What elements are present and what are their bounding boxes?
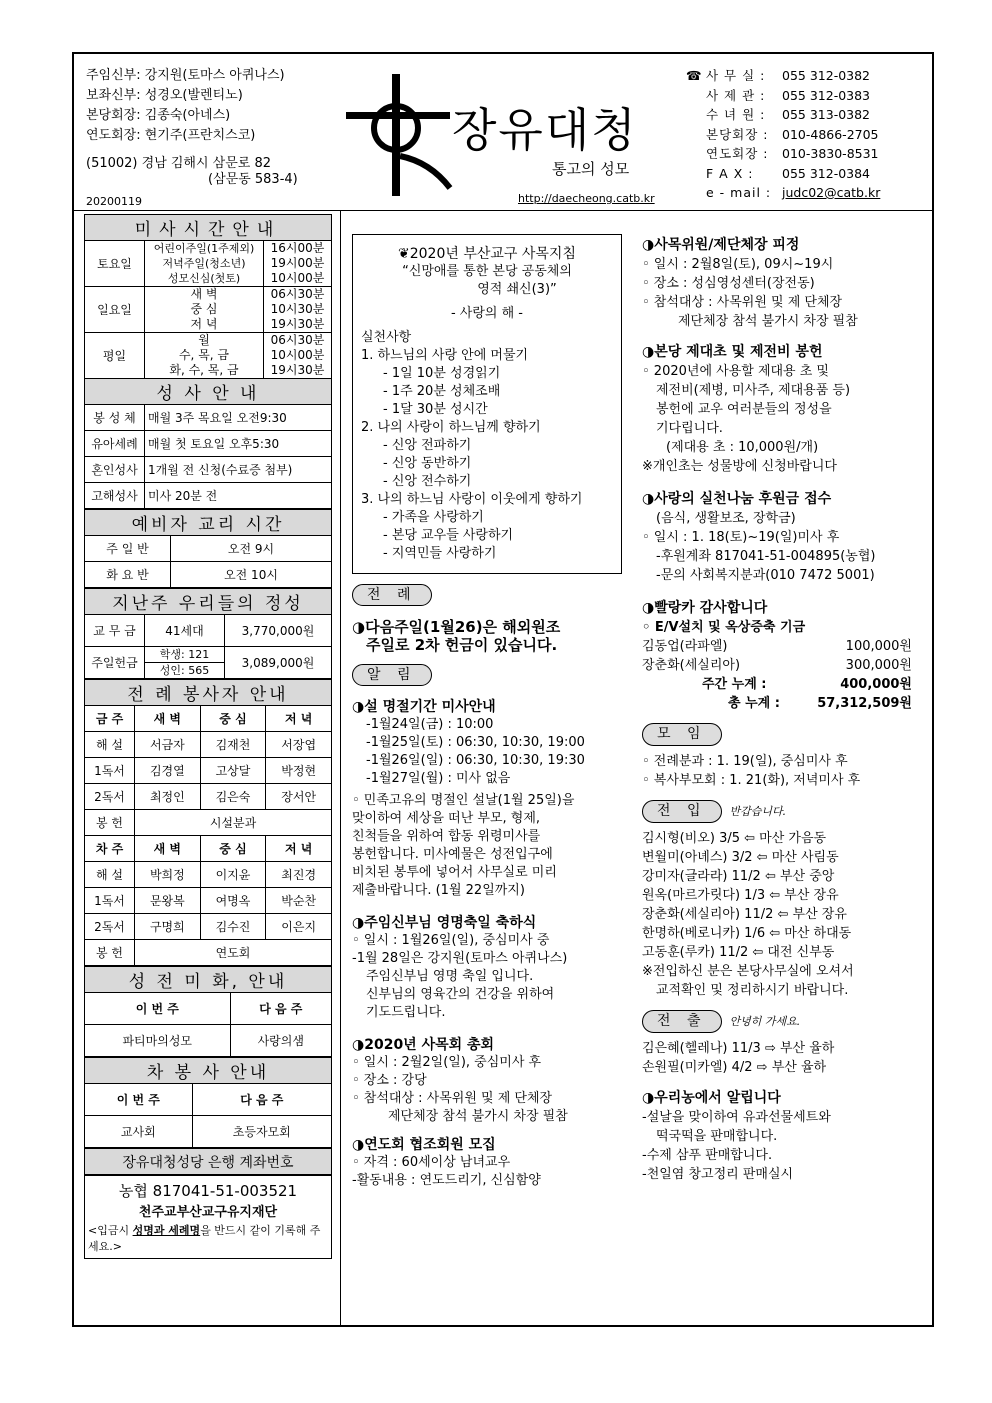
text-line: 100,000원	[845, 639, 912, 654]
text-line: 월	[198, 333, 210, 347]
text-line: 미사 20분 전	[145, 483, 332, 509]
text-line: 김은혜(헬레나) 11/3 ⇨ 부산 율하	[642, 1041, 835, 1056]
catechism-title: 예비자 교리 시간	[85, 510, 332, 536]
tea-title: 차 봉 사 안내	[85, 1058, 332, 1084]
text-line: 장춘화(세실리아)	[642, 658, 741, 673]
text-line: 고해성사	[85, 483, 145, 509]
text-line: -1월27일(월) : 미사 없음	[366, 771, 511, 786]
text-line: ◦ 참석대상 : 사목위원 및 제 단체장	[642, 295, 843, 310]
text-line: 주 일 반	[85, 536, 171, 562]
text-line: 봉헌합니다. 미사예물은 성전입구에	[352, 847, 553, 862]
phone-icon: ☎	[686, 68, 702, 83]
text-line: 1. 하느님의 사랑 안에 머물기	[361, 348, 529, 363]
text-line: 김경열	[135, 758, 201, 784]
text-line: 장춘화(세실리아) 11/2 ⇦ 부산 장유	[642, 907, 847, 922]
text-line: (음식, 생활보조, 장학금)	[656, 511, 796, 526]
text-line: 성인: 565	[159, 664, 210, 677]
text-line: 구명희	[135, 914, 201, 940]
text-line: ◦ 2020년에 사용할 제대용 초 및	[642, 364, 829, 379]
text-line: - 1주 20분 성체조배	[383, 384, 501, 399]
text-line: 교 무 금	[85, 615, 145, 647]
farm-heading: ◑우리농에서 알립니다	[642, 1090, 781, 1106]
text-line: 400,000원	[840, 677, 912, 692]
move-in-pill: 전 입	[642, 800, 722, 823]
text-line: -후원계좌 817041-51-004895(농협)	[656, 549, 876, 564]
text-line: 다 음 주	[230, 993, 331, 1025]
text-line: 연도회	[135, 940, 332, 966]
email-link[interactable]: judc02@catb.kr	[782, 185, 881, 200]
text-line: 중 심	[200, 836, 266, 862]
text-line: 010-4866-2705	[782, 126, 879, 142]
text-line: 금 주	[85, 706, 135, 732]
text-line: -1월24일(금) : 10:00	[366, 717, 494, 732]
text-line: 장서안	[266, 784, 332, 810]
servers-table	[84, 679, 332, 966]
text-line: 300,000원	[845, 658, 912, 673]
liturgy-notice: ◑다음주일(1월26)은 해외원조	[352, 618, 561, 636]
text-line: 오전 9시	[171, 536, 332, 562]
text-line: (51002) 경남 김해시 삼문로 82	[86, 156, 272, 171]
text-line: 해 설	[85, 862, 135, 888]
text-line: -활동내용 : 연도드리기, 신심함양	[352, 1173, 541, 1188]
mass-schedule-table	[84, 214, 332, 509]
text-line: 3. 나의 하느님 사랑이 이웃에게 향하기	[361, 492, 583, 507]
bank-account-number: 농협 817041-51-003521	[118, 1182, 298, 1200]
text-line: 1독서	[85, 888, 135, 914]
text-line: 해 설	[85, 732, 135, 758]
text-line: F A X :	[706, 165, 754, 181]
parish-president-name: 본당회장: 김종숙(아네스)	[86, 108, 231, 123]
retreat-heading: ◑사목위원/제단체장 피정	[642, 237, 800, 253]
text-line: 새 벽	[190, 287, 218, 301]
text-line: 06시30분	[270, 287, 325, 301]
bank-title-table	[84, 1148, 332, 1175]
text-line: 서장엽	[266, 732, 332, 758]
text-line: ◦ 전례분과 : 1. 19(일), 중심미사 후	[642, 754, 848, 769]
cross-logo-icon	[340, 70, 460, 200]
text-line: 저 녁	[266, 836, 332, 862]
text-line: 한명하(베로니카) 1/6 ⇦ 마산 하대동	[642, 926, 852, 941]
servers-title: 전 례 봉사자 안내	[85, 680, 332, 706]
text-line: 새 벽	[135, 836, 201, 862]
text-line: ※전입하신 분은 본당사무실에 오셔서	[642, 964, 854, 979]
text-line: 성명과 세례명	[132, 1224, 201, 1237]
text-line: 교적확인 및 정리하시기 바랍니다.	[656, 983, 849, 998]
staff-info	[86, 66, 298, 208]
text-line: -문의 사회복지분과(010 7472 5001)	[656, 568, 875, 583]
left-column	[84, 214, 334, 1259]
flower-table	[84, 966, 332, 1057]
text-line: 주간 누계 :	[702, 677, 767, 692]
text-line: ◦ 장소 : 성심영성센터(장전동)	[642, 276, 815, 291]
text-line: 봉 헌	[85, 940, 135, 966]
text-line: 초등자모회	[192, 1116, 331, 1148]
text-line: 실천사항	[361, 330, 412, 345]
text-line: -1월25일(토) : 06:30, 10:30, 19:00	[366, 735, 585, 750]
move-out-pill: 전 출	[642, 1010, 722, 1033]
text-line: 055 312-0384	[782, 165, 871, 181]
text-line: 055 312-0383	[782, 87, 871, 103]
text-line: 41세대	[145, 615, 225, 647]
text-line: 여명옥	[200, 888, 266, 914]
text-line: 봉 헌	[85, 810, 135, 836]
text-line: 055 312-0382	[782, 68, 871, 83]
text-line: ※개인초는 성물방에 신청바랍니다	[642, 459, 837, 474]
meeting-pill: 모 임	[642, 723, 722, 746]
text-line: 수 녀 원 :	[706, 107, 766, 122]
text-line: 저 녁	[190, 317, 218, 331]
text-line: -1월 28일은 강지원(토마스 아퀴나스)	[352, 951, 568, 966]
text-line: 봉 성 체	[85, 405, 145, 431]
bulletin-page	[72, 52, 934, 1327]
text-line: (삼문동 583-4)	[208, 172, 298, 187]
text-line: 총 누계 :	[728, 696, 780, 711]
text-line: 화 요 반	[85, 562, 171, 588]
text-line: 차 주	[85, 836, 135, 862]
text-line: ◦ 장소 : 강당	[352, 1073, 427, 1088]
text-line: 최진경	[266, 862, 332, 888]
text-line: -1월26일(일) : 06:30, 10:30, 19:30	[366, 753, 585, 768]
text-line: 본당회장 :	[706, 126, 769, 142]
text-line: 제단체장 참석 불가시 차장 필참	[388, 1109, 568, 1124]
text-line: 맞이하여 세상을 떠난 부모, 형제,	[352, 811, 541, 826]
text-line: 중 심	[200, 706, 266, 732]
text-line: ◦ 참석대상 : 사목위원 및 제 단체장	[352, 1091, 553, 1106]
notice-pill: 알 림	[352, 664, 432, 686]
text-line: 3,770,000원	[225, 615, 332, 647]
text-line: 을 반드시 같이 기록해 주세요.>	[88, 1224, 321, 1253]
text-line: 19시30분	[270, 317, 325, 331]
text-line: 3,089,000원	[225, 647, 332, 679]
pastor-name: 주임신부: 강지원(토마스 아퀴나스)	[86, 68, 285, 83]
thanks-heading: ◑빨랑카 감사합니다	[642, 600, 768, 616]
love-donation-heading: ◑사랑의 실천나눔 후원금 접수	[642, 491, 832, 507]
text-line: 김재천	[200, 732, 266, 758]
text-line: 박희정	[135, 862, 201, 888]
text-line: 1독서	[85, 758, 135, 784]
yeondo-president-name: 연도회장: 현기주(프란치스코)	[86, 128, 256, 143]
text-line: 학생: 121	[145, 647, 224, 663]
sacrament-title: 성 사 안 내	[85, 379, 332, 405]
website-link[interactable]: http://daecheong.catb.kr	[518, 192, 655, 205]
text-line: -설날을 맞이하여 유과선물세트와	[642, 1110, 831, 1125]
text-line: 중 심	[190, 302, 218, 316]
text-line: 김은숙	[200, 784, 266, 810]
text-line: - 1달 30분 성시간	[383, 402, 488, 417]
bank-title: 장유대청성당 은행 계좌번호	[85, 1149, 332, 1175]
text-line: - 본당 교우들 사랑하기	[383, 528, 514, 543]
text-line: 원옥(마르가릿다) 1/3 ⇦ 부산 장유	[642, 888, 839, 903]
text-line: 친척들을 위하여 합동 위령미사를	[352, 829, 541, 844]
text-line: 57,312,509원	[817, 696, 912, 711]
text-line: 반갑습니다.	[729, 805, 787, 818]
text-line: 혼인성사	[85, 457, 145, 483]
yeondo-heading: ◑연도회 협조회원 모집	[352, 1137, 496, 1153]
offering-title: 지난주 우리들의 정성	[85, 589, 332, 615]
text-line: 새 벽	[135, 706, 201, 732]
text-line: 기다립니다.	[656, 421, 723, 436]
text-line: 19시30분	[270, 363, 325, 377]
issue-date: 20200119	[86, 195, 142, 208]
text-line: 2독서	[85, 784, 135, 810]
text-line: e - mail :	[706, 185, 772, 200]
text-line: ◦ 민족고유의 명절인 설날(1월 25일)을	[352, 793, 575, 808]
parish-title: 장유대청	[452, 103, 638, 157]
text-line: 변월미(아녜스) 3/2 ⇦ 마산 사림동	[642, 850, 839, 865]
text-line: 사 무 실 :	[706, 68, 766, 83]
text-line: 이 번 주	[85, 993, 231, 1025]
text-line: <입금시	[88, 1224, 133, 1237]
text-line: 2. 나의 사랑이 하느님께 향하기	[361, 420, 541, 435]
candle-heading: ◑본당 제대초 및 제전비 봉헌	[642, 344, 823, 360]
text-line: 파티마의성모	[85, 1025, 231, 1057]
text-line: -천일염 창고정리 판매실시	[642, 1167, 794, 1182]
text-line: 06시30분	[270, 333, 325, 347]
liturgy-pill: 전 례	[352, 584, 432, 606]
text-line: 성모신심(첫토)	[167, 272, 241, 285]
text-line: - 1일 10분 성경읽기	[383, 366, 501, 381]
text-line: 사 제 관 :	[706, 87, 766, 103]
pastoral-guidelines-box	[352, 234, 622, 574]
text-line: 주임신부님 영명 축일 입니다.	[366, 969, 534, 984]
text-line: 16시00분	[270, 241, 325, 255]
text-line: 최정인	[135, 784, 201, 810]
parish-subtitle: 통고의 성모	[552, 160, 630, 178]
text-line: 기도드립니다.	[366, 1005, 446, 1020]
column-divider	[340, 211, 341, 1327]
text-line: 토요일	[85, 241, 145, 287]
text-line: 천주교부산교구유지재단	[138, 1205, 278, 1220]
address	[86, 156, 298, 188]
text-line: ◦ 일시 : 1. 18(토)~19(일)미사 후	[642, 530, 840, 545]
text-line: 유아세례	[85, 431, 145, 457]
bulletin-header	[74, 54, 932, 211]
right-column	[642, 230, 932, 1184]
text-line: ◦ 자격 : 60세이상 남녀교우	[352, 1155, 511, 1170]
text-line: 매월 3주 목요일 오전9:30	[145, 405, 332, 431]
text-line: 박정현	[266, 758, 332, 784]
text-line: 서금자	[135, 732, 201, 758]
text-line: 오전 10시	[171, 562, 332, 588]
text-line: 10시30분	[270, 302, 325, 316]
text-line: 안녕히 가세요.	[729, 1015, 801, 1028]
text-line: 화, 수, 목, 금	[169, 363, 239, 377]
feast-heading: ◑주임신부님 영명축일 축하식	[352, 915, 537, 931]
text-line: 010-3830-8531	[782, 146, 879, 161]
text-line: - 지역민들 사랑하기	[383, 546, 497, 561]
text-line: 신부님의 영육간의 건강을 위하여	[366, 987, 555, 1002]
text-line: 평일	[85, 333, 145, 379]
text-line: - 신앙 전파하기	[383, 438, 472, 453]
text-line: 고동훈(루카) 11/2 ⇦ 대전 신부동	[642, 945, 835, 960]
text-line: 제단체장 참석 불가시 차장 필참	[678, 314, 858, 329]
seol-mass-heading: ◑설 명절기간 미사안내	[352, 699, 496, 715]
catechism-table	[84, 509, 332, 588]
text-line: 김수진	[200, 914, 266, 940]
text-line: 이 번 주	[85, 1084, 193, 1116]
text-line: 저녁주일(청소년)	[162, 257, 246, 270]
contact-list	[686, 66, 880, 203]
text-line: 연도회장 :	[706, 146, 769, 161]
text-line: 주일로 2차 헌금이 있습니다.	[366, 636, 558, 654]
text-line: 시설분과	[135, 810, 332, 836]
flower-title: 성 전 미 화, 안내	[85, 967, 332, 993]
text-line: - 신앙 전수하기	[383, 474, 472, 489]
text-line: (제대용 초 : 10,000원/개)	[666, 440, 819, 455]
bank-account	[84, 1175, 332, 1259]
text-line: 2독서	[85, 914, 135, 940]
text-line: 10시00분	[270, 271, 325, 285]
text-line: 사랑의샘	[230, 1025, 331, 1057]
text-line: 매월 첫 토요일 오후5:30	[145, 431, 332, 457]
assistant-priest-name: 보좌신부: 성경오(발렌티노)	[86, 88, 243, 103]
text-line: 다 음 주	[192, 1084, 331, 1116]
text-line: 수, 목, 금	[178, 348, 230, 362]
text-line: 손원필(미카엘) 4/2 ⇨ 부산 율하	[642, 1060, 827, 1075]
text-line: 교사회	[85, 1116, 193, 1148]
mass-schedule-title: 미사시간안내	[85, 215, 332, 241]
text-line: 박순찬	[266, 888, 332, 914]
text-line: ◦ 일시 : 1월26일(일), 중심미사 중	[352, 933, 550, 948]
text-line: 1개월 전 신청(수료증 첨부)	[145, 457, 332, 483]
text-line: ◦ 일시 : 2월2일(일), 중심미사 후	[352, 1055, 542, 1070]
text-line: 일요일	[85, 287, 145, 333]
tea-table	[84, 1057, 332, 1148]
text-line: - 가족을 사랑하기	[383, 510, 484, 525]
text-line: 이은지	[266, 914, 332, 940]
text-line: 055 313-0382	[782, 107, 871, 122]
text-line: 떡국떡을 판매합니다.	[656, 1129, 778, 1144]
text-line: 비치된 봉투에 넣어서 사무실로 미리	[352, 865, 557, 880]
text-line: 봉헌에 교우 여러분들의 정성을	[656, 402, 832, 417]
text-line: 제전비(제병, 미사주, 제대용품 등)	[656, 383, 851, 398]
text-line: 저 녁	[266, 706, 332, 732]
text-line: 이지윤	[200, 862, 266, 888]
text-line: 김시형(비오) 3/5 ⇦ 마산 가음동	[642, 831, 827, 846]
text-line: ◦ 일시 : 2월8일(토), 09시~19시	[642, 257, 834, 272]
offering-table	[84, 588, 332, 679]
text-line: - 사랑의 해 -	[450, 306, 523, 321]
text-line: 10시00분	[270, 348, 325, 362]
pastoral-title: 2020년 부산교구 사목지침	[409, 246, 576, 262]
text-line: 강미자(글라라) 11/2 ⇦ 부산 중앙	[642, 869, 835, 884]
text-line: 제출바랍니다. (1월 22일까지)	[352, 883, 525, 898]
text-line: 주일헌금	[85, 647, 145, 679]
text-line: ◦ E/V설치 및 옥상증축 기금	[642, 620, 806, 635]
text-line: - 신앙 동반하기	[383, 456, 472, 471]
text-line: 고상달	[200, 758, 266, 784]
middle-column	[352, 234, 620, 1190]
text-line: ◦ 복사부모회 : 1. 21(화), 저녁미사 후	[642, 773, 861, 788]
text-line: 어린이주일(1주제외)	[153, 242, 255, 255]
text-line: 영적 쇄신(3)”	[477, 282, 557, 297]
text-line: “신망애를 통한 본당 공동체의	[402, 264, 572, 279]
text-line: 문왕복	[135, 888, 201, 914]
assembly-heading: ◑2020년 사목회 총회	[352, 1037, 495, 1053]
text-line: 김동업(라파엘)	[642, 639, 728, 654]
text-line: 19시00분	[270, 256, 325, 270]
dove-icon: ❦	[398, 246, 410, 262]
text-line: -수제 삼푸 판매합니다.	[642, 1148, 773, 1163]
